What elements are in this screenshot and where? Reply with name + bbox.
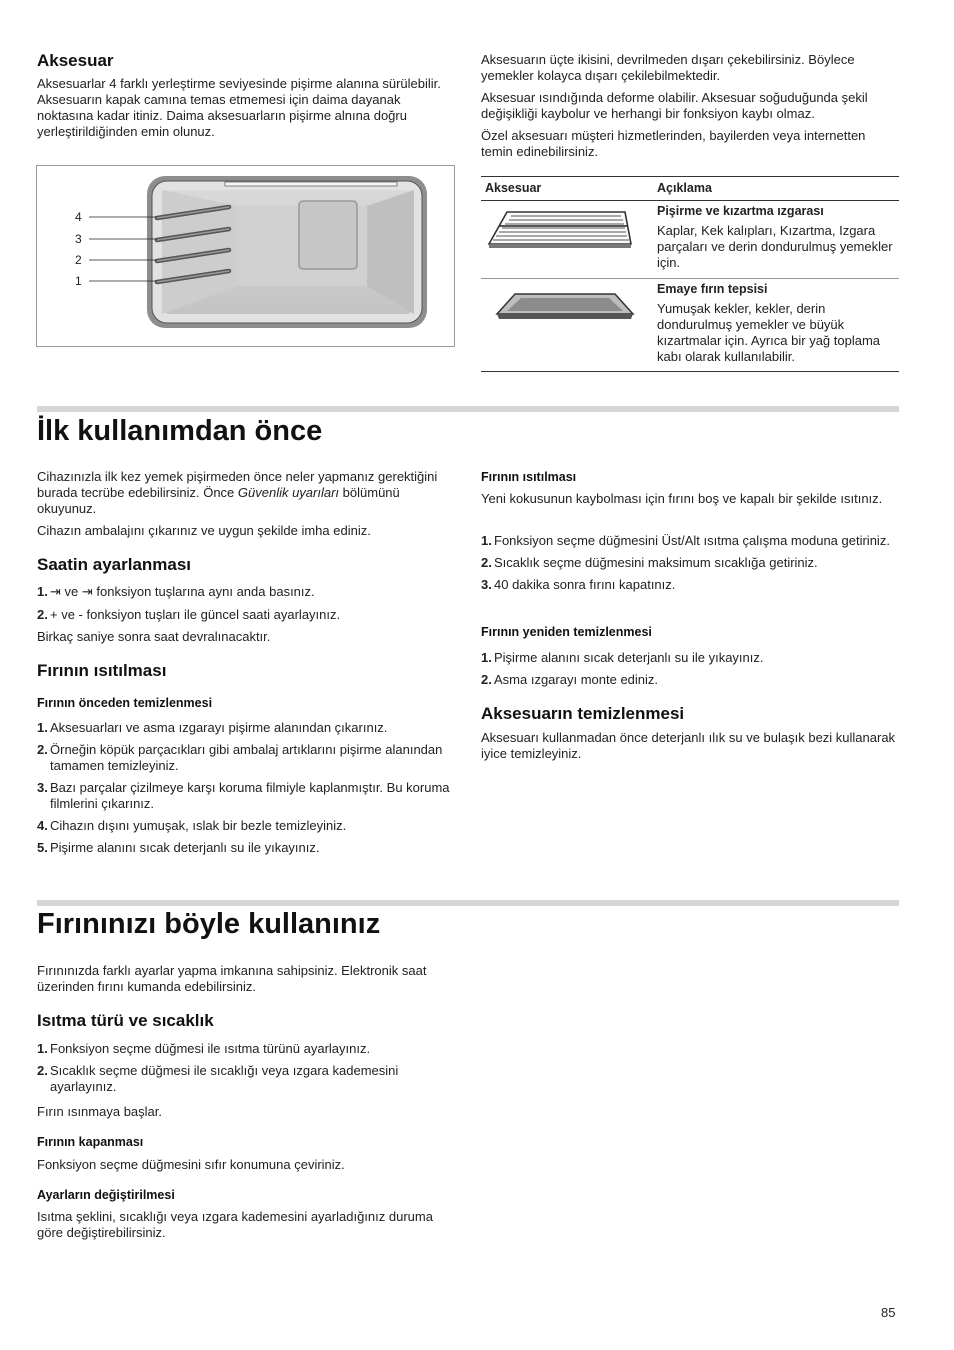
pre-clean-subheading: Fırının önceden temizlenmesi xyxy=(37,696,213,710)
saat-note: Birkaç saniye sonra saat devralınacaktır. xyxy=(37,629,271,644)
kullan-intro: Fırınınızda farklı ayarlar yapma imkanına sahipsiniz. Elektronik saat üzerinden fırını kumanda edebilirsiniz. xyxy=(37,963,427,994)
tab-key-icon: ⇥ xyxy=(50,585,61,600)
baking-tray-title: Emaye fırın tepsisi xyxy=(657,282,768,296)
level-label-3: 3 xyxy=(75,232,82,246)
reclean-subheading: Fırının yeniden temizlenmesi xyxy=(481,625,652,639)
isitma-heading: Fırının ısıtılması xyxy=(37,661,167,680)
heating-type-steps xyxy=(37,1041,457,1101)
table-header-description: Açıklama xyxy=(653,177,899,201)
list-item: 2. Asma ızgarayı monte ediniz. xyxy=(481,672,659,687)
list-item: 1. Fonksiyon seçme düğmesini Üst/Alt ısıtma çalışma moduna getiriniz. xyxy=(481,533,890,548)
saat-heading: Saatin ayarlanması xyxy=(37,555,192,574)
aksesuar-special-text: Özel aksesuarı müşteri hizmetlerinden, bayilerden veya internetten temin edinebilirsiniz. xyxy=(481,128,866,159)
table-cell-icon xyxy=(481,201,653,279)
page-number: 85 xyxy=(881,1305,896,1320)
tab-key-icon: ⇥ xyxy=(81,585,93,600)
change-settings-text: Isıtma şeklini, sıcaklığı veya ızgara kademesini ayarladığınız duruma göre değiştirebilirsiniz. xyxy=(37,1209,433,1240)
saat-steps xyxy=(37,584,457,629)
section-title-ilk: İlk kullanımdan önce xyxy=(37,415,323,447)
change-settings-subheading: Ayarların değiştirilmesi xyxy=(37,1188,175,1202)
aksesuar-heading: Aksesuar xyxy=(37,51,114,70)
table-row xyxy=(481,279,899,372)
section-title-kullan: Fırınınızı böyle kullanınız xyxy=(37,908,381,940)
switch-off-subheading: Fırının kapanması xyxy=(37,1135,144,1149)
level-label-2: 2 xyxy=(75,253,82,267)
oven-cavity-illustration xyxy=(37,166,454,346)
oven-levels-figure xyxy=(36,165,455,347)
list-item: 1. Fonksiyon seçme düğmesi ile ısıtma türünü ayarlayınız. xyxy=(37,1041,371,1056)
accessory-clean-text: Aksesuarı kullanmadan önce deterjanlı ılık su ve bulaşık bezi kullanarak iyice temizleyiniz. xyxy=(481,730,896,761)
switch-off-text: Fonksiyon seçme düğmesini sıfır konumuna çeviriniz. xyxy=(37,1157,345,1172)
accessory-table xyxy=(481,176,899,372)
baking-tray-desc: Yumuşak kekler, kekler, derin dondurulmuş yemekler ve büyük kızartmalar için. Ayrıca bir yağ toplama kabı olarak kullanılabilir. xyxy=(657,301,881,364)
grill-rack-icon xyxy=(485,204,635,260)
grill-rack-desc: Kaplar, Kek kalıpları, Kızartma, Izgara parçaları ve derin dondurulmuş yemekler için. xyxy=(657,223,893,270)
list-item: 3. 40 dakika sonra fırını kapatınız. xyxy=(481,577,676,592)
reclean-steps xyxy=(481,650,901,694)
list-item: 2. Sıcaklık seçme düğmesi ile sıcaklığı veya ızgara kademesini ayarlayınız. xyxy=(37,1063,399,1094)
table-cell-desc xyxy=(653,279,899,372)
heat-steps xyxy=(481,533,901,599)
list-item: 2. + ve - fonksiyon tuşları ile güncel saati ayarlayınız. xyxy=(37,607,341,622)
table-header-row xyxy=(481,177,899,201)
list-item: 5. Pişirme alanını sıcak deterjanlı su ile yıkayınız. xyxy=(37,840,320,855)
safety-reference: Güvenlik uyarıları xyxy=(237,485,340,500)
level-label-4: 4 xyxy=(75,210,82,224)
baking-tray-icon xyxy=(485,290,635,330)
accessory-clean-heading: Aksesuarın temizlenmesi xyxy=(481,704,685,723)
ilk-unpack: Cihazın ambalajını çıkarınız ve uygun şekilde imha ediniz. xyxy=(37,523,371,538)
heat-subheading: Fırının ısıtılması xyxy=(481,470,577,484)
level-label-1: 1 xyxy=(75,274,82,288)
pre-clean-steps xyxy=(37,720,455,862)
table-header-accessory: Aksesuar xyxy=(481,177,653,201)
grill-rack-title: Pişirme ve kızartma ızgarası xyxy=(657,204,824,218)
section-divider xyxy=(37,900,899,906)
list-item: 1. ⇥ ve ⇥ fonksiyon tuşlarına aynı anda basınız. xyxy=(37,584,315,600)
aksesuar-deform-text: Aksesuar ısındığında deforme olabilir. Aksesuar soğuduğunda şekil değişikliği kaybolur ve herhangi bir fonksiyon kaybı olmaz. xyxy=(481,90,868,121)
table-cell-icon xyxy=(481,279,653,372)
heating-type-heading: Isıtma türü ve sıcaklık xyxy=(37,1011,214,1030)
aksesuar-intro: Aksesuarlar 4 farklı yerleştirme seviyesinde pişirme alanına sürülebilir. Aksesuarın kapak camına temas etmemesi için daima dayanak noktasına kadar itiniz. Daima aksesuarların pişirme alnına doğru yerleştirildiğinden emin olunuz. xyxy=(37,76,441,139)
aksesuar-pull-text: Aksesuarın üçte ikisini, devrilmeden dışarı çekebilirsiniz. Böylece yemekler kolayca dışarı çekilebilmektedir. xyxy=(481,52,855,83)
list-item: 1. Pişirme alanını sıcak deterjanlı su ile yıkayınız. xyxy=(481,650,764,665)
table-cell-desc xyxy=(653,201,899,279)
ilk-intro: Cihazınızla ilk kez yemek pişirmeden önce neler yapmanız gerektiğini burada tecrübe edebilirsiniz. Önce Güvenlik uyarıları bölümünü okuyunuz. xyxy=(37,469,438,516)
list-item: 1. Aksesuarları ve asma ızgarayı pişirme alanından çıkarınız. xyxy=(37,720,388,735)
list-item: 2. Örneğin köpük parçacıkları gibi ambalaj artıklarını pişirme alanından tamamen temizleyiniz. xyxy=(37,742,443,773)
table-row xyxy=(481,201,899,279)
section-divider xyxy=(37,406,899,412)
heating-note: Fırın ısınmaya başlar. xyxy=(37,1104,162,1119)
heat-text: Yeni kokusunun kaybolması için fırını boş ve kapalı bir şekilde ısıtınız. xyxy=(481,491,883,506)
list-item: 2. Sıcaklık seçme düğmesini maksimum sıcaklığa getiriniz. xyxy=(481,555,818,570)
list-item: 3. Bazı parçalar çizilmeye karşı koruma filmiyle kaplanmıştır. Bu koruma filmlerini çıkarınız. xyxy=(37,780,450,811)
list-item: 4. Cihazın dışını yumuşak, ıslak bir bezle temizleyiniz. xyxy=(37,818,347,833)
